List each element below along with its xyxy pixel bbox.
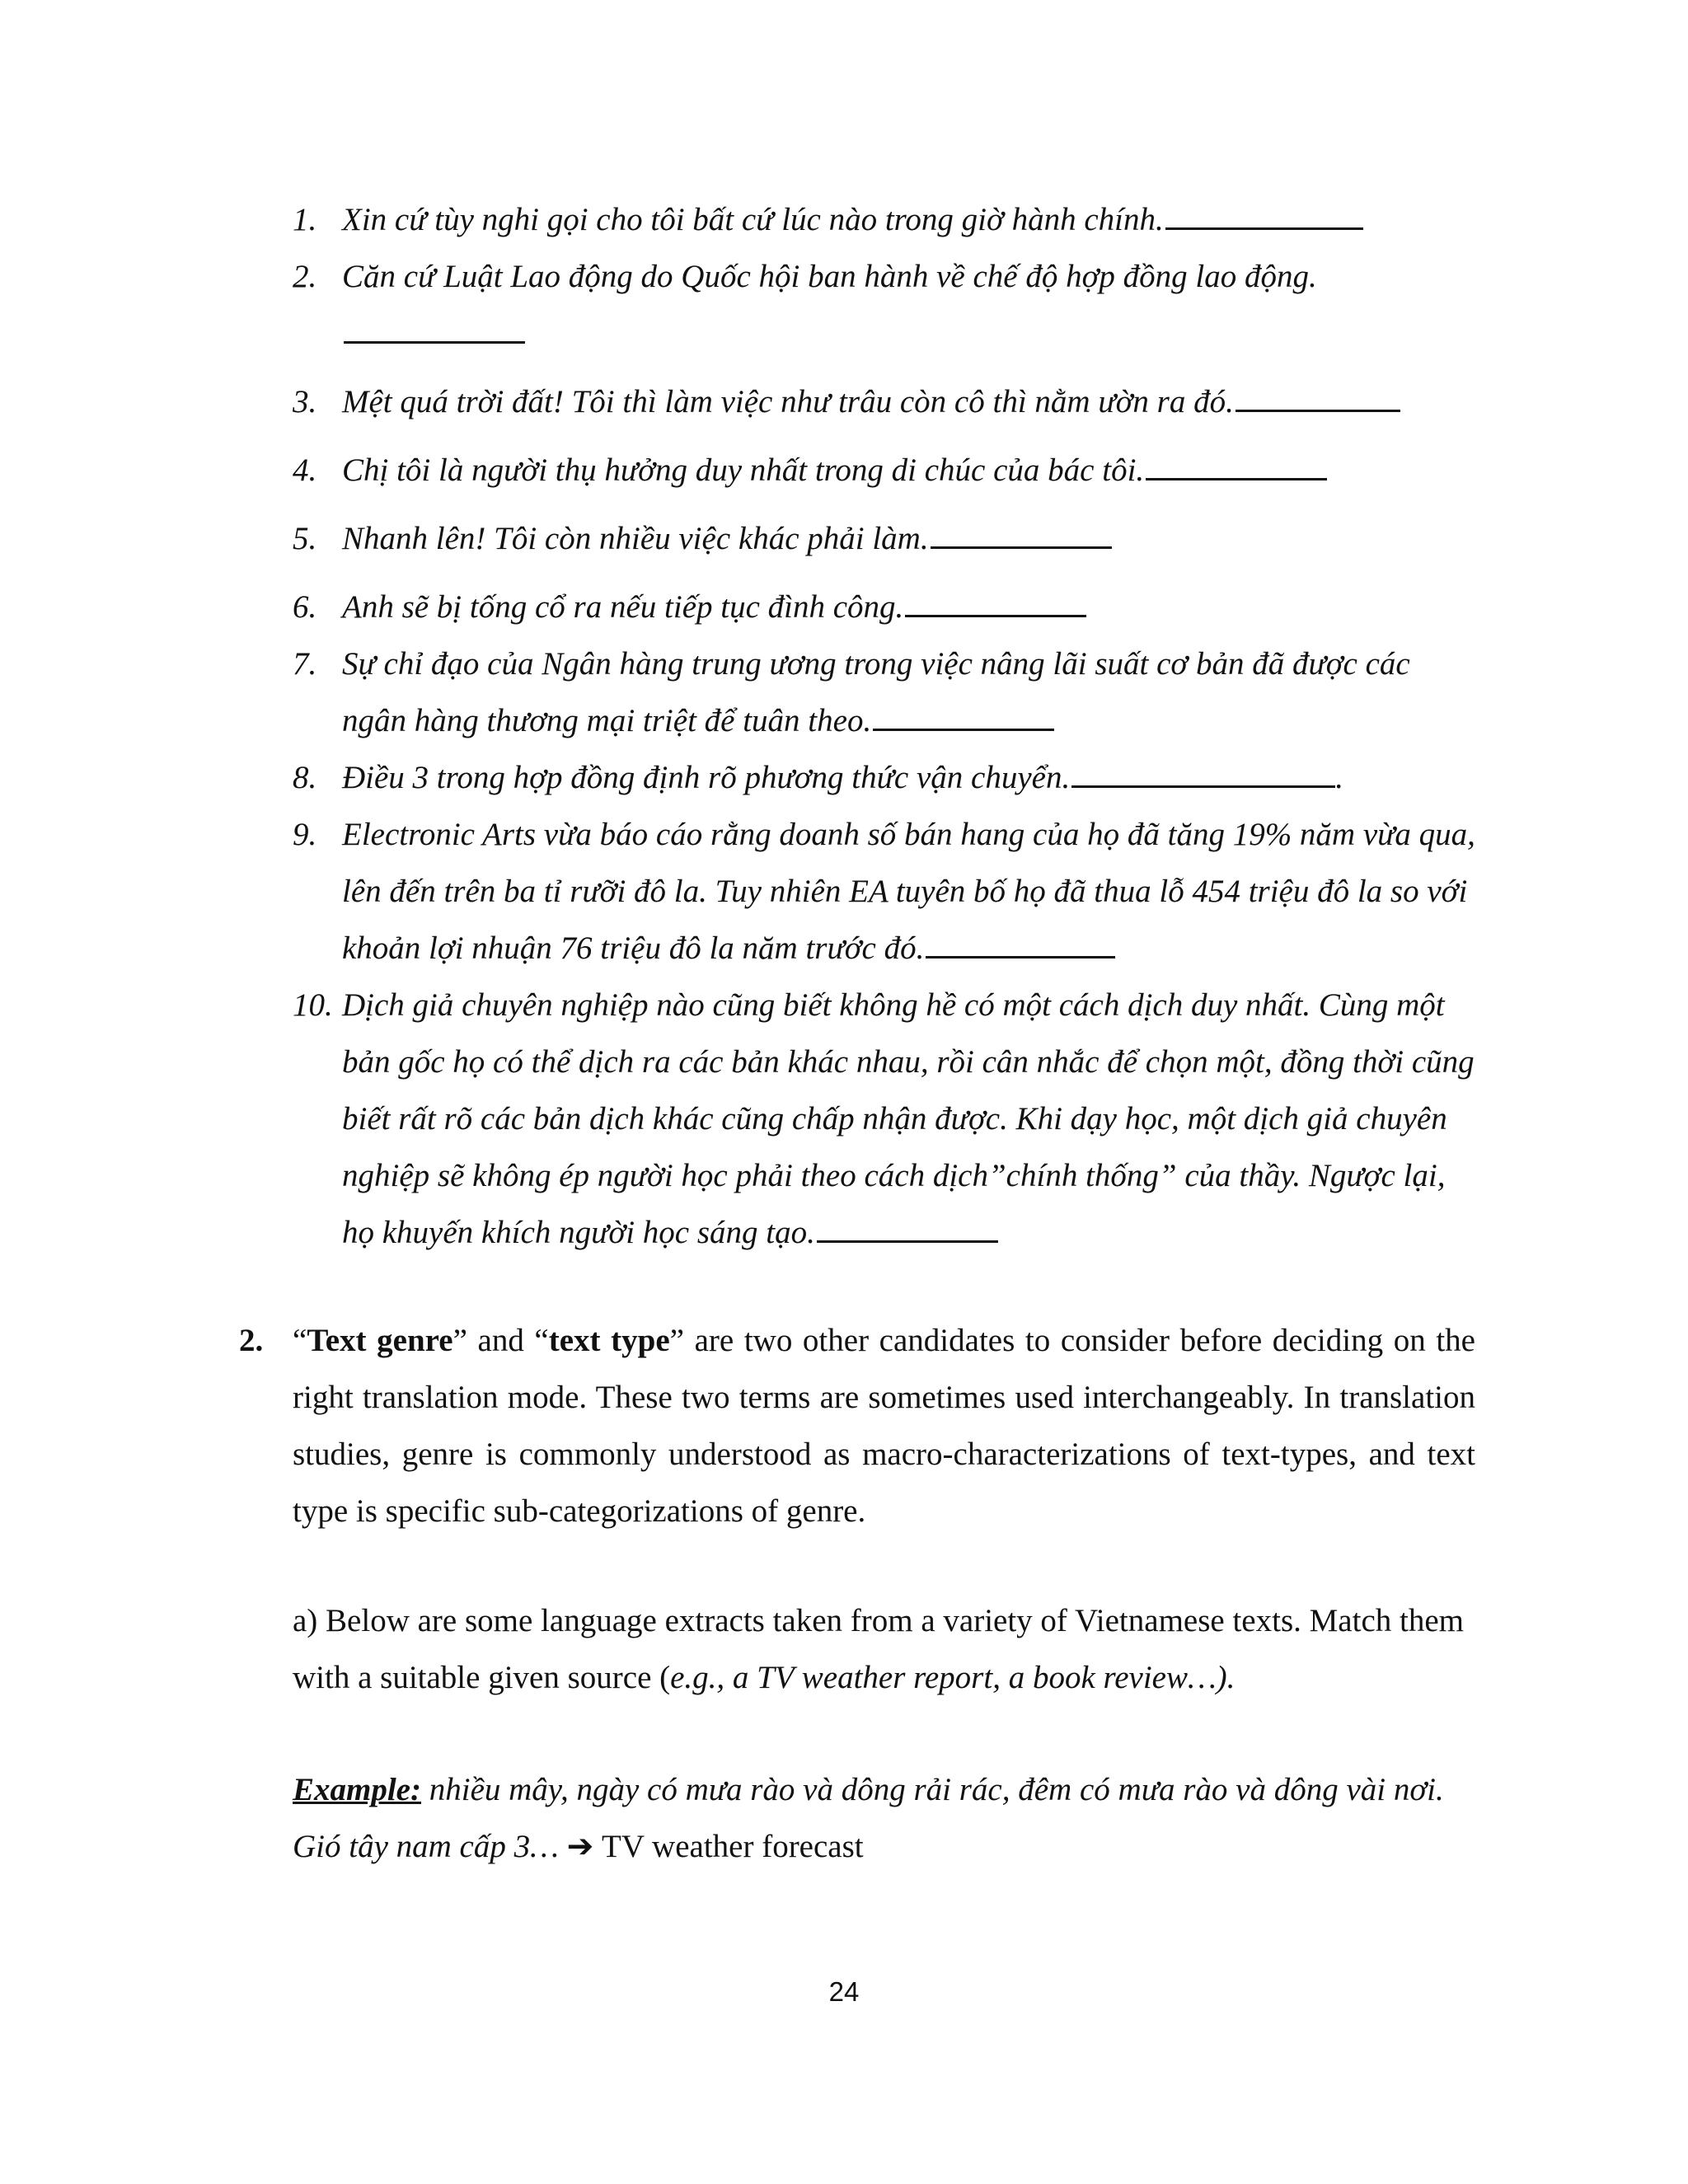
section-number: 2.	[239, 1323, 264, 1358]
list-item	[293, 373, 1479, 430]
answer-blank[interactable]	[817, 1212, 998, 1243]
list-item	[293, 977, 1479, 1261]
item-number: 7.	[293, 646, 317, 682]
term-text-genre: Text genre	[307, 1323, 453, 1358]
part-a-text: a) Below are some language extracts taken from a variety of Vietnamese texts. Match them with a suitable given source (	[293, 1603, 1464, 1695]
item-text: Căn cứ Luật Lao động do Quốc hội ban hành về chế độ hợp đồng lao động.	[342, 259, 1317, 294]
quote-mark: “	[293, 1323, 307, 1358]
example-text: nhiều mây, ngày có mưa rào và dông rải rác, đêm có mưa rào và dông vài nơi. Gió tây nam cấp 3…	[293, 1772, 1444, 1864]
answer-blank[interactable]	[1236, 382, 1400, 412]
term-text-type: text type	[548, 1323, 670, 1358]
list-item	[293, 579, 1479, 635]
connector-text: ” and “	[452, 1323, 549, 1358]
item-text: Anh sẽ bị tống cổ ra nếu tiếp tục đình công.	[342, 589, 904, 625]
item-text: Điều 3 trong hợp đồng định rõ phương thức vận chuyển.	[342, 760, 1071, 795]
item-text: Mệt quá trời đất! Tôi thì làm việc như trâu còn cô thì nằm ườn ra đó.	[342, 384, 1234, 419]
example-block	[293, 1761, 1479, 1875]
item-text: Electronic Arts vừa báo cáo rằng doanh số bán hang của họ đã tăng 19% năm vừa qua, lên đến trên ba tỉ rưỡi đô la. Tuy nhiên EA tuyên bố họ đã thua lỗ 454 triệu đô la so với khoản lợi nhuận 76 triệu đô la năm trước đó.	[342, 817, 1475, 966]
list-item	[293, 191, 1479, 248]
item-number: 5.	[293, 521, 317, 556]
page-number: 24	[828, 1976, 860, 2007]
example-answer: TV weather forecast	[602, 1829, 864, 1864]
item-number: 8.	[293, 760, 317, 795]
answer-blank[interactable]	[926, 928, 1115, 958]
section-2	[239, 1312, 1475, 1540]
item-number: 4.	[293, 452, 317, 488]
item-number: 3.	[293, 384, 317, 419]
list-item	[293, 248, 1479, 362]
part-a-examples: e.g., a TV weather report, a book review…).	[670, 1660, 1236, 1695]
answer-blank[interactable]	[1146, 450, 1327, 480]
answer-blank[interactable]	[1071, 757, 1335, 788]
answer-blank[interactable]	[931, 518, 1112, 549]
item-text: Sự chỉ đạo của Ngân hàng trung ương trong việc nâng lãi suất cơ bản đã được các ngân hàng thương mại triệt để tuân theo.	[342, 646, 1410, 738]
item-number: 9.	[293, 817, 317, 852]
item-text: Chị tôi là người thụ hưởng duy nhất trong di chúc của bác tôi.	[342, 452, 1145, 488]
section-2-paragraph	[239, 1312, 1475, 1540]
section-2-body: ” are two other candidates to consider before deciding on the right translation mode. These two terms are sometimes used interchangeably. In translation studies, genre is commonly understood as macro-characterizations of text-types, and text type is specific sub-categorizations of genre.	[293, 1323, 1475, 1529]
answer-blank[interactable]	[344, 313, 525, 344]
answer-blank[interactable]	[905, 587, 1086, 617]
item-number: 1.	[293, 202, 317, 237]
trailing-period: .	[1335, 760, 1343, 795]
list-item	[293, 510, 1479, 567]
item-text: Nhanh lên! Tôi còn nhiều việc khác phải làm.	[342, 521, 929, 556]
list-item	[293, 442, 1479, 499]
list-item	[293, 635, 1479, 749]
part-a-instructions	[293, 1592, 1479, 1706]
example-label: Example:	[293, 1772, 421, 1807]
list-item	[293, 806, 1479, 977]
item-number: 2.	[293, 259, 317, 294]
list-item	[293, 749, 1479, 806]
item-number: 10.	[293, 987, 333, 1023]
answer-blank[interactable]	[873, 701, 1054, 731]
item-number: 6.	[293, 589, 317, 625]
answer-blank[interactable]	[1165, 199, 1363, 230]
item-text: Xin cứ tùy nghi gọi cho tôi bất cứ lúc nào trong giờ hành chính.	[342, 202, 1164, 237]
arrow-icon: ➔	[566, 1829, 594, 1864]
exercise-sentence-list	[293, 191, 1479, 1261]
item-text: Dịch giả chuyên nghiệp nào cũng biết không hề có một cách dịch duy nhất. Cùng một bản gốc họ có thể dịch ra các bản khác nhau, rồi cân nhắc để chọn một, đồng thời cũng biết rất rõ các bản dịch khác cũng chấp nhận được. Khi dạy học, một dịch giả chuyên nghiệp sẽ không ép người học phải theo cách dịch”chính thống” của thầy. Ngược lại, họ khuyến khích người học sáng tạo.	[342, 987, 1475, 1250]
